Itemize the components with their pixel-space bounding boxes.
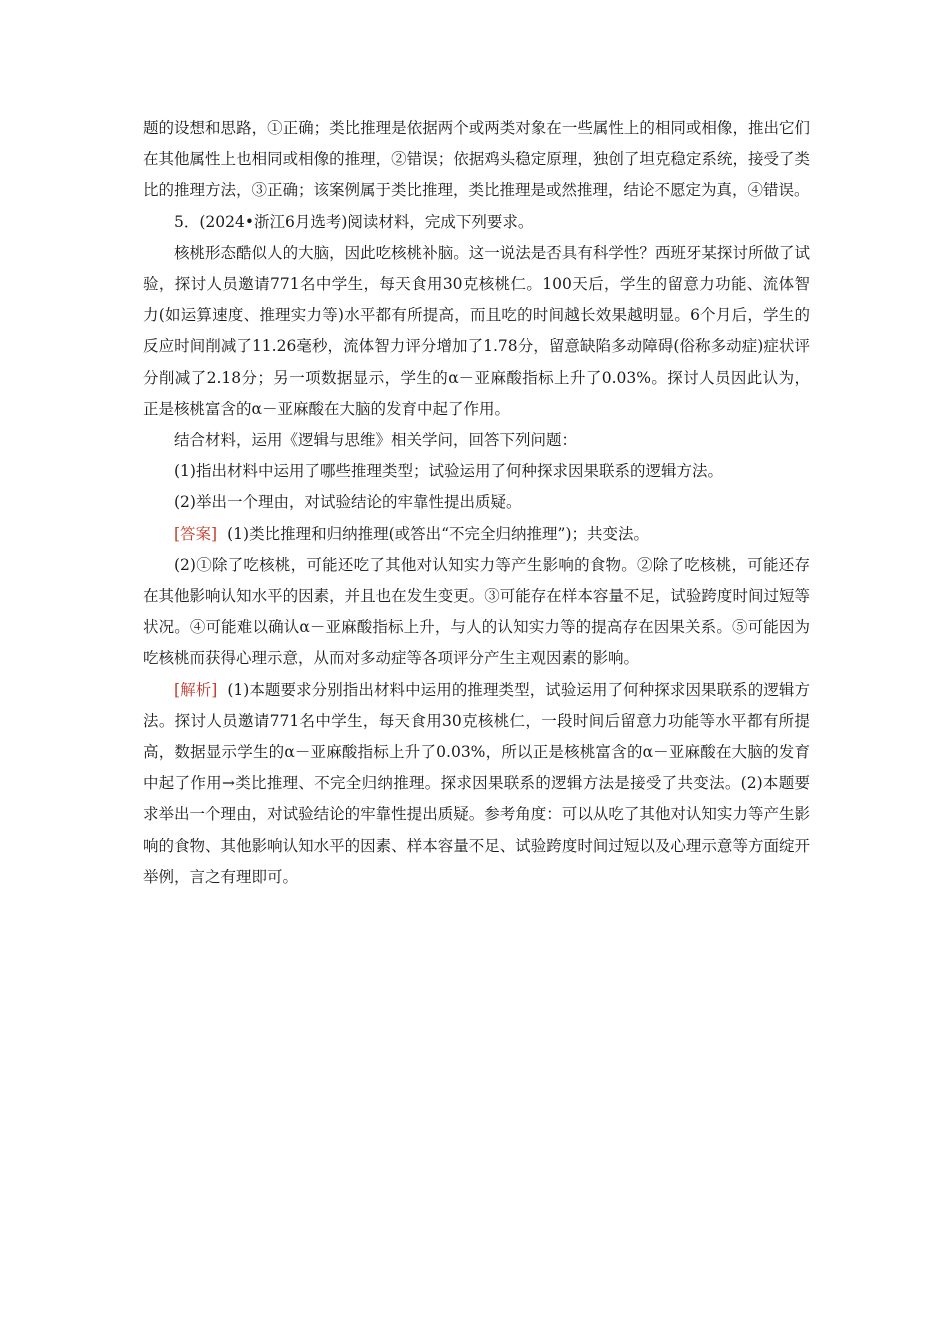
answer-part-1-text: (1)类比推理和归纳推理(或答出“不完全归纳推理”)；共变法。 <box>227 524 650 543</box>
answer-part-2: (2)①除了吃核桃，可能还吃了其他对认知实力等产生影响的食物。②除了吃核桃，可能还存在其他影响认知水平的因素，并且也在发生变更。③可能存在样本容量不足，试验跨度时间过短等状况。④可能难以确认α－亚麻酸指标上升，与人的认知实力等的提高存在因果关系。⑤可能因为吃核桃而获得心理示意，从而对多动症等各项评分产生主观因素的影响。 <box>143 555 810 668</box>
answer-tag: [答案] <box>174 524 218 543</box>
previous-analysis-continuation: 题的设想和思路，①正确；类比推理是依据两个或两类对象在一些属性上的相同或相像，推出它们在其他属性上也相同或相像的推理，②错误；依据鸡头稳定原理，独创了坦克稳定系统，接受了类比的推理方法，③正确；该案例属于类比推理，类比推理是或然推理，结论不愿定为真，④错误。 <box>143 119 810 200</box>
question-5-prompt: 结合材料，运用《逻辑与思维》相关学问，回答下列问题： <box>174 431 578 450</box>
question-5-sub-1: (1)指出材料中运用了哪些推理类型；试验运用了何种探求因果联系的逻辑方法。 <box>174 462 723 481</box>
analysis-tag: [解析] <box>174 680 218 699</box>
question-5-material: 核桃形态酷似人的大脑，因此吃核桃补脑。这一说法是否具有科学性？西班牙某探讨所做了试验，探讨人员邀请771名中学生，每天食用30克核桃仁。100天后，学生的留意力功能、流体智力(如运算速度、推理实力等)水平都有所提高，而且吃的时间越长效果越明显。6个月后，学生的反应时间削减了11.26毫秒，流体智力评分增加了1.78分，留意缺陷多动障碍(俗称多动症)症状评分削减了2.18分；另一项数据显示，学生的α－亚麻酸指标上升了0.03%。探讨人员因此认为，正是核桃富含的α－亚麻酸在大脑的发育中起了作用。 <box>143 243 810 418</box>
answer-part-1 <box>143 519 810 550</box>
analysis-text: (1)本题要求分别指出材料中运用的推理类型，试验运用了何种探求因果联系的逻辑方法。探讨人员邀请771名中学生，每天食用30克核桃仁，一段时间后留意力功能等水平都有所提高，数据显示学生的α－亚麻酸指标上升了0.03%，所以正是核桃富含的α－亚麻酸在大脑的发育中起了作用→类比推理、不完全归纳推理。探求因果联系的逻辑方法是接受了共变法。(2)本题要求举出一个理由，对试验结论的牢靠性提出质疑。参考角度：可以从吃了其他对认知实力等产生影响的食物、其他影响认知水平的因素、样本容量不足、试验跨度时间过短以及心理示意等方面绽开举例，言之有理即可。 <box>143 680 810 886</box>
document-page <box>143 113 810 893</box>
question-5-header: 5．(2024•浙江6月选考)阅读材料，完成下列要求。 <box>174 212 534 231</box>
analysis-paragraph <box>143 675 810 893</box>
question-5-sub-2: (2)举出一个理由，对试验结论的牢靠性提出质疑。 <box>174 493 522 512</box>
